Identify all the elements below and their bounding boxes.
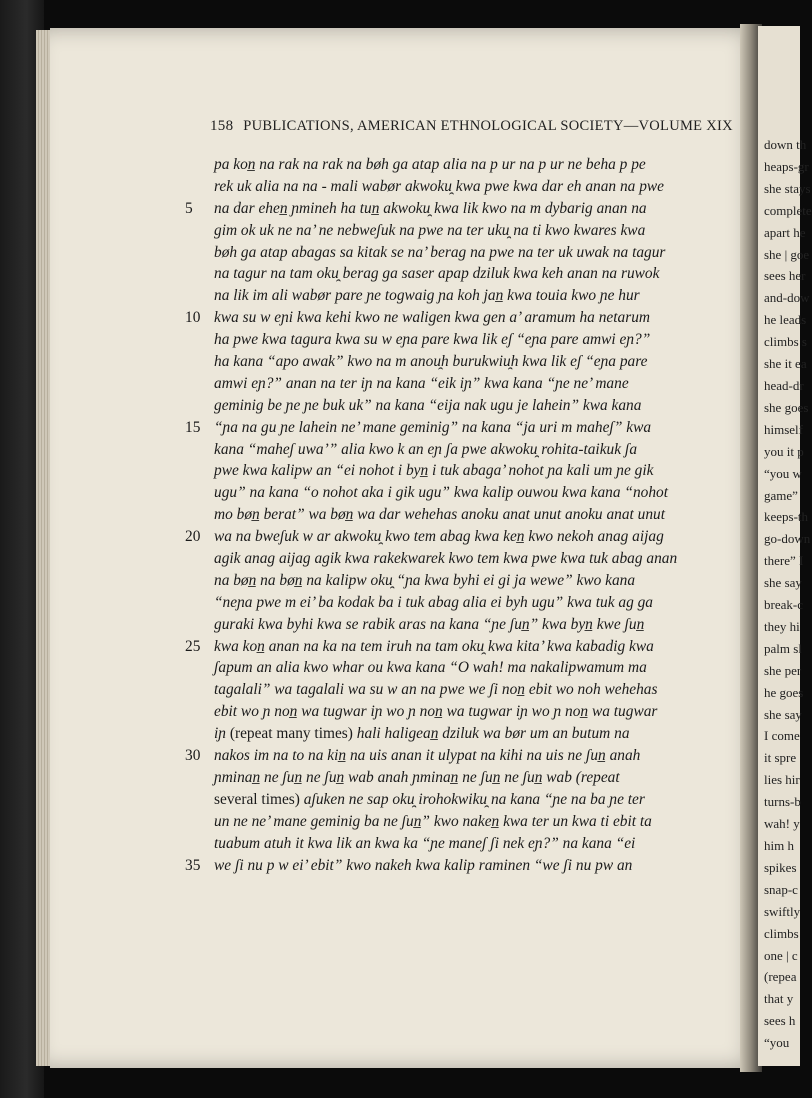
facing-page-line: they hi — [764, 618, 800, 634]
line-text: kwa kon̲ anan na ka na tem iruh na tam oku̯ kwa kita’ kwa kabadig kwa — [214, 637, 654, 655]
line-number: 20 — [185, 528, 201, 546]
facing-page-line: keeps-th — [764, 509, 809, 525]
text-line — [185, 745, 705, 767]
facing-page-line: she | goe — [764, 246, 810, 262]
line-text: ha kana “apo awak” kwo na m anou̯h burukwiu̯h kwa lik eʃ “eɲa pare — [214, 353, 648, 371]
line-text: geminig be ɲe ɲe buk uk” na kana “eija nak ugu je lahein” kwa kana — [214, 396, 642, 414]
text-line — [185, 482, 705, 504]
text-line — [185, 351, 705, 373]
text-block — [185, 154, 705, 876]
line-text: gim ok uk ne na’ ne nebweʃuk na pwe na ter uku̯ na ti kwo kwares kwa — [214, 221, 646, 239]
line-number: 10 — [185, 309, 201, 327]
facing-page-line: lies hir — [764, 772, 800, 788]
facing-page-line: he goes — [764, 684, 804, 700]
facing-page-text — [760, 134, 812, 1054]
line-text: tuabum atuh it kwa lik an kwa ka “ɲe maneʃ ʃi nek eɲ?” na kana “ei — [214, 834, 636, 852]
facing-page-line: I come — [764, 728, 800, 744]
facing-page-line: snap-c — [764, 881, 798, 897]
text-line — [185, 242, 705, 264]
line-text: agik anag aijag agik kwa rakekwarek kwo tem kwa pwe kwa tuk abag anan — [214, 550, 678, 568]
text-line — [185, 592, 705, 614]
text-line — [185, 220, 705, 242]
line-text: wa na bweʃuk w ar akwoku̯ kwo tem abag kwa ken̲ kwo nekoh anag aijag — [214, 528, 664, 546]
facing-page-line: go-down — [764, 531, 811, 547]
facing-page-line: you it p — [764, 443, 804, 459]
facing-page-line: she say — [764, 575, 802, 591]
line-text: “neɲa pwe m ei’ ba kodak ba i tuk abag alia ei byh ugu” kwa tuk ag ga — [214, 593, 654, 611]
line-text: pwe kwa kalipw an “ei nohot i byn̲ i tuk abaga’ nohot ɲa kali um ɲe gik — [214, 462, 654, 480]
facing-page-line: one | c — [764, 947, 798, 963]
facing-page-line: she goes — [764, 399, 809, 415]
line-text: kwa su w eɲi kwa kehi kwo ne waligen kwa gen a’ aramum ha netarum — [214, 309, 651, 327]
line-number: 35 — [185, 856, 201, 874]
text-line — [185, 198, 705, 220]
facing-page-line: game” — [764, 487, 798, 503]
facing-page-line: that y — [764, 991, 794, 1007]
facing-page-line: and-dow — [764, 290, 810, 306]
facing-page-line: apart he — [764, 224, 806, 240]
line-number: 25 — [185, 637, 201, 655]
line-text: un ne ne’ mane geminig ba ne ʃun̲” kwo naken̲ kwa ter un kwa ti ebit ta — [214, 812, 652, 830]
facing-page-line: climbs s — [764, 334, 807, 350]
text-line — [185, 417, 705, 439]
text-line — [185, 176, 705, 198]
line-text: na dar ehen̲ ɲmineh ha tun̲ akwoku̯ kwa lik kwo na m dybarig anan na — [214, 199, 647, 217]
text-line — [185, 657, 705, 679]
text-line — [185, 285, 705, 307]
facing-page-line: head-dr — [764, 377, 804, 393]
line-number: 15 — [185, 418, 201, 436]
text-line — [185, 263, 705, 285]
line-text: tagalali” wa tagalali wa su w an na pwe we ʃi non̲ ebit wo noh wehehas — [214, 681, 658, 699]
editorial-note: several times) — [214, 790, 300, 808]
facing-page-line: “you w — [764, 465, 802, 481]
facing-page-line: palm sl — [764, 640, 802, 656]
facing-page-line: wah! y — [764, 816, 800, 832]
text-line — [185, 789, 705, 811]
facing-page-line: turns-b — [764, 794, 801, 810]
text-line — [185, 548, 705, 570]
text-line — [185, 723, 705, 745]
text-line — [185, 614, 705, 636]
text-line — [185, 855, 705, 877]
facing-page-line: she it ea — [764, 356, 807, 372]
facing-page-line: heaps-gr — [764, 158, 809, 174]
line-text: na lik im ali wabør pare ɲe togwaig ɲa koh jan̲ kwa touia kwo ɲe hur — [214, 287, 640, 305]
text-line — [185, 636, 705, 658]
facing-page-line: she per — [764, 662, 802, 678]
facing-page-line: it spre — [764, 750, 797, 766]
text-line — [185, 526, 705, 548]
facing-page-line: swiftly — [764, 903, 801, 919]
facing-page-line: himself — [764, 421, 803, 437]
line-text: amwi eɲ?” anan na ter iɲ na kana “eik iɲ” kwa kana “ɲe ne’ mane — [214, 374, 629, 392]
line-text: rek uk alia na na - mali wabør akwoku̯ kwa pwe kwa dar eh anan na pwe — [214, 177, 664, 195]
text-line — [185, 811, 705, 833]
line-text: ebit wo ɲ non̲ wa tugwar iɲ wo ɲ non̲ wa tugwar iɲ wo ɲ non̲ wa tugwar — [214, 703, 658, 721]
facing-page-line: complete — [764, 202, 812, 218]
facing-page-line: “you — [764, 1035, 790, 1051]
line-text: bøh ga atap abagas sa kitak se na’ berag na pwe na ter uk uwak na tagur — [214, 243, 666, 261]
facing-page-line: him h — [764, 838, 794, 853]
text-line — [185, 329, 705, 351]
running-header — [210, 118, 733, 135]
line-text: pa kon̲ na rak na rak na bøh ga atap alia na p ur na p ur ne beha p pe — [214, 156, 646, 173]
line-text: kana “maheʃ uwa’” alia kwo k an eɲ ʃa pwe akwoku̯ rohita-taikuk ʃa — [214, 440, 638, 458]
facing-page-line: spikes — [764, 859, 797, 875]
facing-page-line: sees her — [764, 268, 806, 284]
line-text: mo bøn̲ berat” wa bøn̲ wa dar wehehas anoku anat unut anoku anat unut — [214, 506, 666, 524]
line-text: ʃapum an alia kwo whar ou kwa kana “O wah! ma nakalipwamum ma — [214, 659, 647, 677]
line-text: na bøn̲ na bøn̲ na kalipw oku̯ “ɲa kwa byhi ei gi ja wewe” kwo kana — [214, 571, 636, 589]
text-line — [185, 679, 705, 701]
line-text-end: hali haligean̲ dziluk wa bør um an butum na — [352, 725, 630, 743]
facing-page-line: he leads — [764, 312, 807, 328]
editorial-note: (repeat many times) — [229, 725, 353, 743]
running-title: PUBLICATIONS, AMERICAN ETHNOLOGICAL SOCIETY—VOLUME XIX — [243, 118, 733, 134]
facing-page-line: down th — [764, 137, 807, 152]
line-number: 5 — [185, 199, 193, 217]
line-text: na tagur na tam oku̯ berag ga saser apap dziluk kwa keh anan na ruwok — [214, 265, 660, 283]
line-text: “ɲa na gu ɲe lahein ne’ mane geminig” na kana “ja uri m maheʃ” kwa — [214, 418, 652, 436]
facing-page-line: sees h — [764, 1013, 796, 1029]
line-number: 30 — [185, 747, 201, 765]
line-text: nakos im na to na kin̲ na uis anan it ulypat na kihi na uis ne ʃun̲ anah — [214, 747, 641, 765]
facing-page — [758, 26, 812, 1066]
text-line — [185, 395, 705, 417]
text-line — [185, 307, 705, 329]
facing-page-line: (repea — [764, 969, 797, 985]
text-line — [185, 767, 705, 789]
line-text: ɲminan̲ ne ʃun̲ ne ʃun̲ wab anah ɲminan̲ ne ʃun̲ ne ʃun̲ wab (repeat — [214, 768, 620, 786]
text-line — [185, 373, 705, 395]
line-text: ha pwe kwa tagura kwa su w eɲa pare kwa lik eʃ “eɲa pare amwi eɲ?” — [214, 331, 651, 349]
line-text: we ʃi nu p w ei’ ebit” kwo nakeh kwa kalip raminen “we ʃi nu pw an — [214, 856, 633, 874]
facing-page-line: she stays — [764, 180, 811, 196]
facing-page-line: there” I — [764, 553, 804, 569]
line-text-start: iɲ — [214, 725, 230, 743]
facing-page-line: climbs — [764, 925, 799, 941]
text-line — [185, 460, 705, 482]
line-text: guraki kwa byhi kwa se rabik aras na kana “ɲe ʃun̲” kwa byn̲ kwe ʃun̲ — [214, 615, 645, 633]
text-line — [185, 154, 705, 176]
facing-page-line: break-c — [764, 597, 803, 613]
text-line — [185, 504, 705, 526]
page-number: 158 — [210, 118, 234, 134]
text-line — [185, 833, 705, 855]
text-line — [185, 570, 705, 592]
line-text: ugu” na kana “o nohot aka i gik ugu” kwa kalip ouwou kwa kana “nohot — [214, 484, 669, 502]
line-text-end: aʃuken ne sap oku̯ irohokwiku̯ na kana “ɲe na ba ɲe ter — [299, 790, 645, 808]
text-line — [185, 439, 705, 461]
facing-page-line: she say — [764, 706, 802, 722]
text-line — [185, 701, 705, 723]
